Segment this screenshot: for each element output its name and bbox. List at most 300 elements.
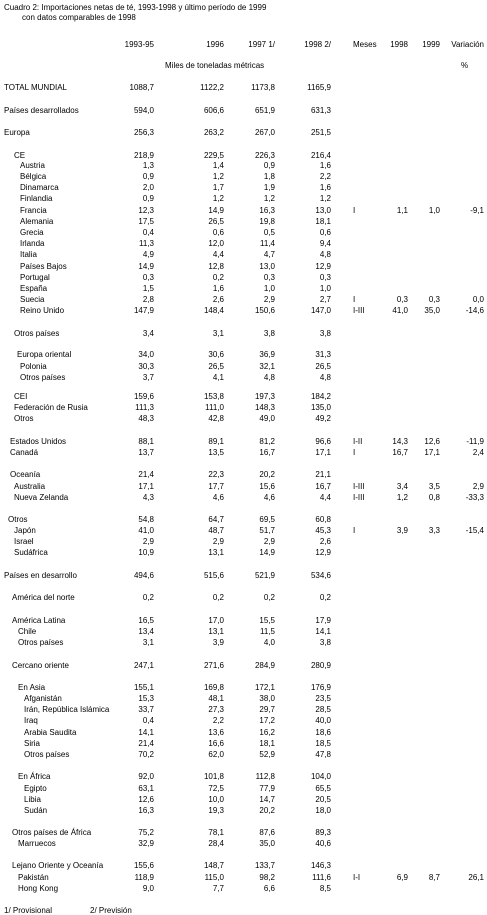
row-label: Grecia (20, 228, 44, 237)
row-value: 0,6 (319, 228, 331, 237)
row-value: 18,0 (315, 806, 331, 815)
row-value: 0,5 (263, 228, 275, 237)
row-value: 3,1 (212, 329, 224, 338)
row-label: Suecia (20, 295, 45, 304)
row-value: 75,2 (138, 828, 154, 837)
row-value: 9,4 (319, 239, 331, 248)
row-label: Irán, República Islámica (24, 705, 110, 714)
row-value: 89,3 (315, 828, 331, 837)
row-value: 11,5 (260, 627, 275, 636)
row-value: 3,8 (319, 329, 331, 338)
row-value: 133,7 (254, 861, 275, 870)
row-value: 77,9 (259, 784, 275, 793)
row-value: 0,2 (212, 273, 224, 282)
table-title-line2: con datos comparables de 1998 (22, 13, 136, 22)
row-months: I-I (353, 873, 361, 882)
row-value: 1,6 (319, 183, 331, 192)
row-value: 13,0 (259, 262, 275, 271)
row-value: 36,9 (259, 350, 275, 359)
row-value: 20,5 (315, 795, 331, 804)
row-value: 34,0 (138, 350, 154, 359)
row-label: Nueva Zelanda (14, 493, 69, 502)
row-value: 3,8 (319, 638, 331, 647)
header-1993-95: 1993-95 (124, 40, 154, 49)
row-1998: 3,9 (396, 526, 408, 535)
row-value: 63,1 (138, 784, 154, 793)
row-value: 2,9 (212, 537, 224, 546)
row-value: 2,9 (263, 295, 275, 304)
row-value: 247,1 (133, 661, 154, 670)
row-value: 15,3 (138, 694, 154, 703)
row-1999: 3,5 (428, 482, 440, 491)
row-value: 32,1 (259, 362, 275, 371)
row-label: Otros países (14, 329, 60, 338)
row-value: 27,3 (208, 705, 224, 714)
row-label: Finlandia (20, 194, 53, 203)
row-value: 2,2 (319, 172, 331, 181)
row-value: 69,5 (259, 515, 275, 524)
row-value: 12,3 (138, 206, 154, 215)
row-value: 594,0 (133, 106, 154, 115)
row-value: 14,1 (138, 728, 154, 737)
row-value: 13,0 (315, 206, 331, 215)
row-value: 226,3 (254, 151, 275, 160)
header-meses: Meses (353, 40, 377, 49)
row-label: Polonia (20, 362, 47, 371)
row-value: 26,5 (315, 362, 331, 371)
row-value: 521,9 (254, 571, 275, 580)
row-value: 20,2 (259, 806, 275, 815)
row-value: 218,9 (133, 151, 154, 160)
row-value: 606,6 (203, 106, 224, 115)
row-value: 4,6 (263, 493, 275, 502)
row-value: 16,3 (259, 206, 275, 215)
row-value: 1,6 (212, 284, 224, 293)
row-value: 16,3 (138, 806, 154, 815)
row-value: 4,8 (263, 373, 275, 382)
row-value: 4,7 (263, 250, 275, 259)
row-value: 10,9 (138, 548, 154, 557)
row-variation: -14,6 (465, 306, 484, 315)
row-value: 96,6 (315, 437, 331, 446)
header-1996: 1996 (206, 40, 224, 49)
row-value: 3,4 (142, 329, 154, 338)
row-value: 155,1 (133, 683, 154, 692)
row-value: 0,2 (263, 593, 275, 602)
header-1997: 1997 1/ (248, 40, 275, 49)
row-value: 78,1 (208, 828, 224, 837)
row-value: 62,0 (208, 750, 224, 759)
row-value: 33,7 (138, 705, 154, 714)
row-value: 48,3 (138, 414, 154, 423)
row-value: 2,0 (142, 183, 154, 192)
row-value: 40,0 (315, 716, 331, 725)
row-label: Países en desarrollo (4, 571, 77, 580)
row-value: 2,2 (212, 716, 224, 725)
row-value: 12,9 (315, 548, 331, 557)
row-1999: 0,8 (428, 493, 440, 502)
row-value: 2,9 (263, 537, 275, 546)
row-value: 26,5 (208, 217, 224, 226)
row-value: 11,4 (260, 239, 275, 248)
row-value: 111,6 (312, 873, 331, 882)
row-value: 35,0 (259, 839, 275, 848)
row-value: 148,3 (254, 403, 275, 412)
row-label: Bélgica (20, 172, 47, 181)
row-value: 115,0 (204, 873, 224, 882)
row-value: 1,2 (212, 194, 224, 203)
row-value: 81,2 (259, 437, 275, 446)
row-value: 17,1 (138, 482, 154, 491)
row-value: 54,8 (138, 515, 154, 524)
row-value: 16,2 (259, 728, 275, 737)
header-units: Miles de toneladas métricas (165, 61, 265, 70)
row-label: Otros (8, 515, 28, 524)
row-label: Otros países (24, 750, 70, 759)
row-value: 3,8 (263, 329, 275, 338)
header-percent: % (461, 61, 469, 70)
row-months: I (353, 448, 356, 457)
row-label: Francia (20, 206, 47, 215)
row-label: Oceanía (10, 470, 41, 479)
row-value: 184,2 (310, 392, 331, 401)
row-label: Países desarrollados (4, 106, 79, 115)
row-value: 1,4 (212, 161, 224, 170)
row-value: 16,5 (138, 616, 154, 625)
header-variacion: Variación (451, 40, 484, 49)
row-value: 4,3 (142, 493, 154, 502)
row-value: 16,7 (259, 448, 275, 457)
row-label: Siria (24, 739, 41, 748)
row-value: 10,0 (208, 795, 224, 804)
row-value: 0,2 (142, 593, 154, 602)
row-value: 11,3 (139, 239, 154, 248)
row-label: Chile (18, 627, 37, 636)
row-value: 3,7 (142, 373, 154, 382)
row-label: Arabia Saudita (24, 728, 77, 737)
row-1998: 0,3 (396, 295, 408, 304)
row-value: 1173,8 (251, 83, 275, 92)
row-value: 29,7 (259, 705, 275, 714)
row-value: 147,0 (310, 306, 331, 315)
row-value: 651,9 (254, 106, 275, 115)
row-value: 18,5 (315, 739, 331, 748)
row-value: 40,6 (315, 839, 331, 848)
row-value: 4,4 (212, 250, 224, 259)
row-1998: 6,9 (396, 873, 408, 882)
row-value: 2,8 (142, 295, 154, 304)
row-1999: 0,3 (428, 295, 440, 304)
row-1998: 1,1 (396, 206, 408, 215)
row-months: I-III (353, 493, 365, 502)
row-label: Federación de Rusia (14, 403, 88, 412)
row-label: Hong Kong (18, 884, 59, 893)
row-variation: 2,9 (472, 482, 484, 491)
row-value: 31,3 (315, 350, 331, 359)
row-value: 159,6 (133, 392, 154, 401)
row-1998: 16,7 (392, 448, 408, 457)
row-months: I-III (353, 482, 365, 491)
row-value: 17,5 (138, 217, 154, 226)
row-value: 104,0 (310, 772, 331, 781)
row-value: 30,3 (138, 362, 154, 371)
row-value: 18,6 (315, 728, 331, 737)
row-value: 13,4 (138, 627, 154, 636)
row-value: 267,0 (254, 128, 275, 137)
row-value: 2,6 (212, 295, 224, 304)
table-title-line1: Cuadro 2: Importaciones netas de té, 1993-1998 y último período de 1999 (4, 3, 267, 12)
row-value: 0,2 (319, 593, 331, 602)
row-value: 111,3 (135, 403, 154, 412)
row-value: 17,2 (259, 716, 275, 725)
row-label: Austria (20, 161, 45, 170)
header-1999: 1999 (422, 40, 440, 49)
row-value: 284,9 (254, 661, 275, 670)
row-label: Otros países (20, 373, 66, 382)
row-value: 14,9 (208, 206, 224, 215)
row-value: 0,9 (142, 194, 154, 203)
header-1998: 1998 (390, 40, 408, 49)
row-value: 15,6 (259, 482, 275, 491)
row-value: 13,6 (208, 728, 224, 737)
row-value: 494,6 (133, 571, 154, 580)
row-value: 28,4 (208, 839, 224, 848)
row-value: 49,0 (259, 414, 275, 423)
row-value: 1,2 (263, 194, 275, 203)
row-value: 12,6 (138, 795, 154, 804)
row-label: Pakistán (18, 873, 49, 882)
row-label: Italia (20, 250, 37, 259)
row-value: 4,8 (319, 250, 331, 259)
row-value: 0,9 (142, 172, 154, 181)
row-1998: 1,2 (396, 493, 408, 502)
row-value: 13,1 (208, 627, 224, 636)
row-value: 2,9 (142, 537, 154, 546)
row-label: Otros países (18, 638, 64, 647)
row-value: 17,9 (315, 616, 331, 625)
row-value: 87,6 (259, 828, 275, 837)
row-value: 229,5 (203, 151, 224, 160)
row-value: 18,1 (315, 217, 331, 226)
row-label: América Latina (12, 616, 66, 625)
row-value: 1,2 (212, 172, 224, 181)
row-value: 92,0 (138, 772, 154, 781)
row-value: 216,4 (310, 151, 331, 160)
row-value: 16,7 (315, 482, 331, 491)
row-label: Japón (14, 526, 36, 535)
row-value: 148,7 (203, 861, 224, 870)
row-value: 176,9 (310, 683, 331, 692)
row-label: Alemania (20, 217, 54, 226)
row-value: 41,0 (138, 526, 154, 535)
row-value: 112,8 (255, 772, 275, 781)
row-value: 42,8 (208, 414, 224, 423)
row-value: 251,5 (310, 128, 331, 137)
row-label: Australia (14, 482, 46, 491)
row-value: 7,7 (212, 884, 224, 893)
row-label: Irlanda (20, 239, 45, 248)
row-value: 1165,9 (307, 83, 331, 92)
row-value: 155,6 (133, 861, 154, 870)
row-value: 16,6 (208, 739, 224, 748)
row-value: 9,0 (142, 884, 154, 893)
row-value: 14,7 (259, 795, 275, 804)
row-value: 6,6 (263, 884, 275, 893)
row-label: Otros (14, 414, 34, 423)
row-1998: 41,0 (392, 306, 408, 315)
row-value: 12,0 (208, 239, 224, 248)
row-value: 3,1 (142, 638, 154, 647)
row-value: 1,0 (319, 284, 331, 293)
row-value: 0,4 (142, 228, 154, 237)
row-label: Israel (14, 537, 34, 546)
row-value: 88,1 (138, 437, 154, 446)
row-value: 38,0 (259, 694, 275, 703)
row-value: 1,7 (212, 183, 224, 192)
row-label: Lejano Oriente y Oceanía (12, 861, 104, 870)
row-label: En Asia (18, 683, 46, 692)
row-value: 64,7 (208, 515, 224, 524)
row-value: 1,3 (142, 161, 154, 170)
row-value: 150,6 (254, 306, 275, 315)
row-value: 0,3 (142, 273, 154, 282)
row-variation: -9,1 (470, 206, 484, 215)
footnote-prevision: 2/ Previsión (90, 906, 132, 915)
row-value: 1,0 (263, 284, 275, 293)
row-value: 21,4 (138, 739, 154, 748)
row-value: 4,1 (212, 373, 224, 382)
row-value: 13,7 (138, 448, 154, 457)
row-label: CE (14, 151, 26, 160)
row-label: Países Bajos (20, 262, 67, 271)
row-label: Libia (24, 795, 41, 804)
row-label: Iraq (24, 716, 38, 725)
row-label: Estados Unidos (10, 437, 67, 446)
row-value: 1,8 (263, 172, 275, 181)
row-label: Otros países de África (12, 828, 92, 837)
row-value: 13,1 (208, 548, 224, 557)
row-value: 515,6 (203, 571, 224, 580)
row-value: 20,2 (259, 470, 275, 479)
row-value: 271,6 (203, 661, 224, 670)
row-value: 153,8 (203, 392, 224, 401)
row-label: Marruecos (18, 839, 56, 848)
row-value: 1,2 (319, 194, 331, 203)
row-1999: 17,1 (424, 448, 440, 457)
row-months: I (353, 295, 356, 304)
row-value: 70,2 (138, 750, 154, 759)
row-label: América del norte (12, 593, 75, 602)
row-1999: 8,7 (428, 873, 440, 882)
row-1999: 1,0 (428, 206, 440, 215)
row-value: 22,3 (208, 470, 224, 479)
row-value: 14,9 (138, 262, 154, 271)
row-variation: -15,4 (465, 526, 484, 535)
row-1998: 3,4 (396, 482, 408, 491)
row-value: 30,6 (208, 350, 224, 359)
row-value: 19,8 (259, 217, 275, 226)
row-value: 0,3 (319, 273, 331, 282)
row-value: 18,1 (259, 739, 275, 748)
row-value: 146,3 (310, 861, 331, 870)
row-value: 1,6 (319, 161, 331, 170)
row-value: 49,2 (315, 414, 331, 423)
row-value: 4,6 (212, 493, 224, 502)
row-label: Portugal (20, 273, 50, 282)
row-label: Europa oriental (17, 350, 72, 359)
row-value: 45,3 (315, 526, 331, 535)
row-1999: 35,0 (424, 306, 440, 315)
row-label: Cercano oriente (12, 661, 69, 670)
row-value: 19,3 (208, 806, 224, 815)
row-value: 4,9 (142, 250, 154, 259)
row-value: 23,5 (315, 694, 331, 703)
header-1998-prev: 1998 2/ (304, 40, 331, 49)
row-value: 17,0 (208, 616, 224, 625)
row-value: 8,5 (319, 884, 331, 893)
row-value: 0,2 (212, 593, 224, 602)
row-value: 17,7 (208, 482, 224, 491)
row-value: 4,0 (263, 638, 275, 647)
row-label: CEI (14, 392, 28, 401)
row-value: 2,6 (319, 537, 331, 546)
row-value: 12,9 (315, 262, 331, 271)
row-value: 118,9 (134, 873, 154, 882)
row-value: 0,9 (263, 161, 275, 170)
row-value: 280,9 (310, 661, 331, 670)
row-value: 26,5 (208, 362, 224, 371)
row-value: 21,4 (138, 470, 154, 479)
row-value: 147,9 (133, 306, 154, 315)
row-value: 12,8 (208, 262, 224, 271)
row-value: 148,4 (203, 306, 224, 315)
row-months: I (353, 206, 356, 215)
row-value: 111,0 (205, 403, 224, 412)
row-months: I-III (353, 306, 365, 315)
row-label: España (20, 284, 48, 293)
row-value: 534,6 (310, 571, 331, 580)
row-value: 21,1 (315, 470, 331, 479)
row-value: 17,1 (315, 448, 331, 457)
row-value: 98,2 (259, 873, 275, 882)
row-value: 60,8 (315, 515, 331, 524)
row-value: 89,1 (208, 437, 224, 446)
row-months: I (353, 526, 356, 535)
row-value: 52,9 (259, 750, 275, 759)
row-value: 1,5 (142, 284, 154, 293)
row-value: 101,8 (203, 772, 224, 781)
row-value: 0,3 (263, 273, 275, 282)
row-value: 2,7 (319, 295, 331, 304)
row-value: 197,3 (254, 392, 275, 401)
row-1999: 3,3 (428, 526, 440, 535)
row-value: 0,4 (142, 716, 154, 725)
row-value: 3,9 (212, 638, 224, 647)
row-value: 172,1 (254, 683, 275, 692)
row-value: 0,6 (212, 228, 224, 237)
row-value: 135,0 (310, 403, 331, 412)
row-months: I-II (353, 437, 363, 446)
row-label: Europa (4, 128, 30, 137)
row-value: 32,9 (138, 839, 154, 848)
row-value: 13,5 (208, 448, 224, 457)
row-label: TOTAL MUNDIAL (4, 83, 67, 92)
row-label: Dinamarca (20, 183, 59, 192)
row-value: 1,9 (263, 183, 275, 192)
row-value: 14,1 (315, 627, 331, 636)
row-value: 48,1 (208, 694, 224, 703)
row-value: 65,5 (315, 784, 331, 793)
